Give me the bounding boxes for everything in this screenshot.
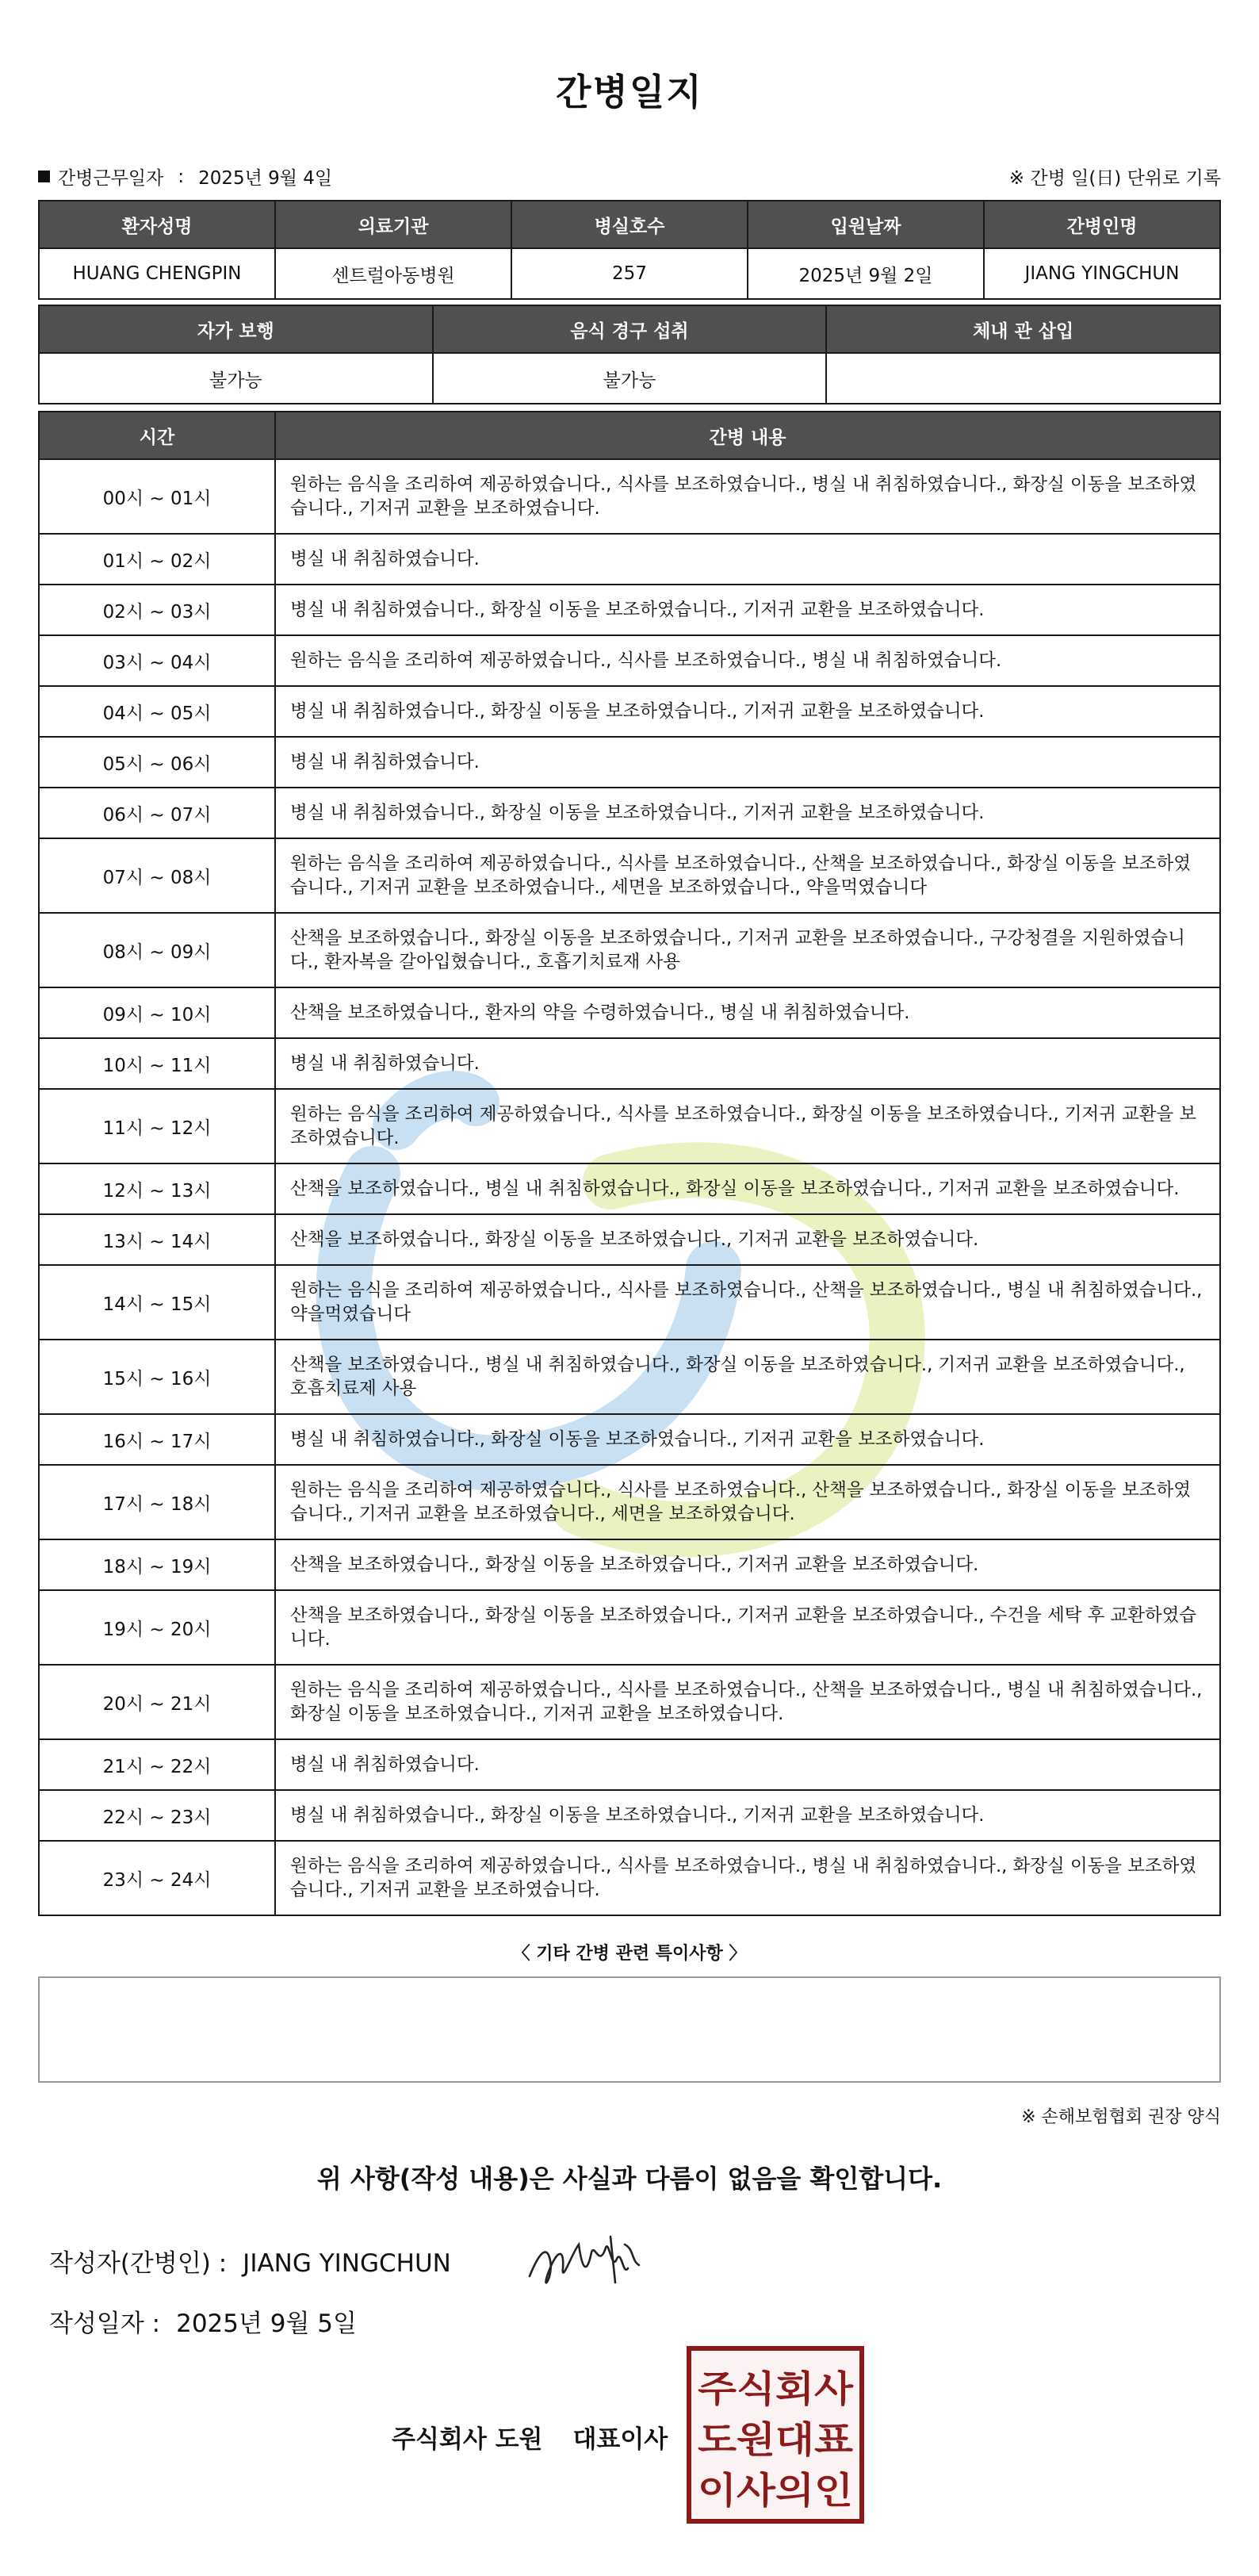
company-representative: 대표이사 (572, 2425, 668, 2454)
row-content: 병실 내 취침하였습니다. (275, 737, 1220, 788)
row-time: 10시 ~ 11시 (39, 1038, 275, 1089)
writer-line (49, 2243, 451, 2279)
patient-status-table (38, 305, 1221, 404)
bullet-square-icon (38, 171, 50, 182)
company-line (392, 2419, 668, 2455)
header-care-content: 간병 내용 (275, 412, 1220, 459)
row-time: 16시 ~ 17시 (39, 1414, 275, 1465)
row-time: 19시 ~ 20시 (39, 1590, 275, 1665)
row-time: 21시 ~ 22시 (39, 1739, 275, 1790)
header-tube-insertion: 체내 관 삽입 (826, 305, 1220, 353)
recommend-note: ※ 손해보험협회 권장 양식 (1021, 2107, 1221, 2127)
confirmation-statement: 위 사항(작성 내용)은 사실과 다름이 없음을 확인합니다. (316, 2164, 943, 2194)
work-date-label: 간병근무일자 (58, 168, 164, 189)
row-time: 22시 ~ 23시 (39, 1790, 275, 1841)
page-title: 간병일지 (556, 71, 703, 113)
table-row (39, 1340, 1220, 1414)
self-walking-value: 불가능 (39, 353, 433, 404)
row-content: 산책을 보조하였습니다., 병실 내 취침하였습니다., 화장실 이동을 보조하였습니다., 기저귀 교환을 보조하였습니다., 호흡치료제 사용 (275, 1340, 1220, 1414)
row-time: 00시 ~ 01시 (39, 459, 275, 534)
table-row (39, 788, 1220, 838)
work-date-separator: : (178, 166, 185, 187)
row-time: 04시 ~ 05시 (39, 686, 275, 737)
table-row (39, 635, 1220, 686)
header-caregiver-name: 간병인명 (984, 201, 1220, 248)
signature-image (523, 2221, 650, 2300)
table-row (39, 686, 1220, 737)
row-content: 병실 내 취침하였습니다., 화장실 이동을 보조하였습니다., 기저귀 교환을 보조하였습니다. (275, 585, 1220, 635)
row-time: 14시 ~ 15시 (39, 1265, 275, 1340)
row-content: 원하는 음식을 조리하여 제공하였습니다., 식사를 보조하였습니다., 병실 내 취침하였습니다., 화장실 이동을 보조하였습니다., 기저귀 교환을 보조하였습니다. (275, 1841, 1220, 1915)
row-content: 원하는 음식을 조리하여 제공하였습니다., 식사를 보조하였습니다., 산책을 보조하였습니다., 화장실 이동을 보조하였습니다., 기저귀 교환을 보조하였습니다., 세면을 보조하였습니다. (275, 1465, 1220, 1539)
tube-insertion-value (826, 353, 1220, 404)
table-row (39, 737, 1220, 788)
table-header-row (39, 305, 1220, 353)
header-admission-date: 입원날짜 (748, 201, 984, 248)
row-content: 병실 내 취침하였습니다., 화장실 이동을 보조하였습니다., 기저귀 교환을 보조하였습니다. (275, 788, 1220, 838)
table-row (39, 248, 1220, 299)
table-row (39, 838, 1220, 913)
table-row (39, 1038, 1220, 1089)
writer-label: 작성자(간병인) : (49, 2249, 228, 2278)
caregiver-name: JIANG YINGCHUN (984, 248, 1220, 299)
patient-name: HUANG CHENGPIN (39, 248, 275, 299)
row-content: 산책을 보조하였습니다., 환자의 약을 수령하였습니다., 병실 내 취침하였습니다. (275, 987, 1220, 1038)
row-content: 산책을 보조하였습니다., 화장실 이동을 보조하였습니다., 기저귀 교환을 보조하였습니다., 구강청결을 지원하였습니다., 환자복을 갈아입혔습니다., 호흡기치료재 사용 (275, 913, 1220, 987)
work-date (38, 163, 332, 190)
row-content: 산책을 보조하였습니다., 화장실 이동을 보조하였습니다., 기저귀 교환을 보조하였습니다. (275, 1214, 1220, 1265)
table-row (39, 1739, 1220, 1790)
row-time: 11시 ~ 12시 (39, 1089, 275, 1163)
special-notes-title: 〈 기타 간병 관련 특이사항 〉 (512, 1944, 747, 1964)
work-date-value: 2025년 9월 4일 (198, 168, 333, 189)
row-content: 산책을 보조하였습니다., 화장실 이동을 보조하였습니다., 기저귀 교환을 보조하였습니다. (275, 1539, 1220, 1590)
row-content: 병실 내 취침하였습니다. (275, 534, 1220, 585)
table-row (39, 1790, 1220, 1841)
row-content: 병실 내 취침하였습니다. (275, 1739, 1220, 1790)
admission-date: 2025년 9월 2일 (748, 248, 984, 299)
table-row (39, 353, 1220, 404)
writer-name: JIANG YINGCHUN (243, 2249, 451, 2278)
table-row (39, 1841, 1220, 1915)
table-row (39, 1539, 1220, 1590)
row-content: 원하는 음식을 조리하여 제공하였습니다., 식사를 보조하였습니다., 화장실 이동을 보조하였습니다., 기저귀 교환을 보조하였습니다. (275, 1089, 1220, 1163)
header-patient-name: 환자성명 (39, 201, 275, 248)
row-time: 01시 ~ 02시 (39, 534, 275, 585)
header-time: 시간 (39, 412, 275, 459)
room-number: 257 (511, 248, 748, 299)
special-notes-box (38, 1976, 1221, 2083)
header-hospital: 의료기관 (275, 201, 511, 248)
table-row (39, 534, 1220, 585)
table-row (39, 1590, 1220, 1665)
table-row (39, 913, 1220, 987)
row-time: 09시 ~ 10시 (39, 987, 275, 1038)
row-time: 12시 ~ 13시 (39, 1163, 275, 1214)
row-content: 산책을 보조하였습니다., 병실 내 취침하였습니다., 화장실 이동을 보조하였습니다., 기저귀 교환을 보조하였습니다. (275, 1163, 1220, 1214)
row-content: 병실 내 취침하였습니다. (275, 1038, 1220, 1089)
table-row (39, 459, 1220, 534)
row-time: 15시 ~ 16시 (39, 1340, 275, 1414)
svg-text:주식회사: 주식회사 (698, 2367, 854, 2410)
oral-intake-value: 불가능 (433, 353, 827, 404)
header-self-walking: 자가 보행 (39, 305, 433, 353)
row-content: 원하는 음식을 조리하여 제공하였습니다., 식사를 보조하였습니다., 산책을 보조하였습니다., 화장실 이동을 보조하였습니다., 기저귀 교환을 보조하였습니다., 세면을 보조하였습니다., 약을먹였습니다 (275, 838, 1220, 913)
row-content: 병실 내 취침하였습니다., 화장실 이동을 보조하였습니다., 기저귀 교환을 보조하였습니다. (275, 1790, 1220, 1841)
row-content: 병실 내 취침하였습니다., 화장실 이동을 보조하였습니다., 기저귀 교환을 보조하였습니다. (275, 1414, 1220, 1465)
row-time: 23시 ~ 24시 (39, 1841, 275, 1915)
table-row (39, 1163, 1220, 1214)
hospital: 센트럴아동병원 (275, 248, 511, 299)
row-content: 원하는 음식을 조리하여 제공하였습니다., 식사를 보조하였습니다., 병실 내 취침하였습니다. (275, 635, 1220, 686)
patient-info-table (38, 200, 1221, 300)
row-content: 원하는 음식을 조리하여 제공하였습니다., 식사를 보조하였습니다., 병실 내 취침하였습니다., 화장실 이동을 보조하였습니다., 기저귀 교환을 보조하였습니다. (275, 459, 1220, 534)
written-date-label: 작성일자 : (49, 2310, 161, 2338)
row-time: 07시 ~ 08시 (39, 838, 275, 913)
row-time: 03시 ~ 04시 (39, 635, 275, 686)
table-header-row (39, 201, 1220, 248)
care-log-table (38, 411, 1221, 1916)
row-content: 원하는 음식을 조리하여 제공하였습니다., 식사를 보조하였습니다., 산책을 보조하였습니다., 병실 내 취침하였습니다., 약을먹였습니다 (275, 1265, 1220, 1340)
row-content: 병실 내 취침하였습니다., 화장실 이동을 보조하였습니다., 기저귀 교환을 보조하였습니다. (275, 686, 1220, 737)
table-row (39, 1265, 1220, 1340)
written-date-value: 2025년 9월 5일 (176, 2310, 357, 2338)
row-content: 원하는 음식을 조리하여 제공하였습니다., 식사를 보조하였습니다., 산책을 보조하였습니다., 병실 내 취침하였습니다., 화장실 이동을 보조하였습니다., 기저귀 교환을 보조하였습니다. (275, 1665, 1220, 1739)
row-time: 13시 ~ 14시 (39, 1214, 275, 1265)
row-time: 02시 ~ 03시 (39, 585, 275, 635)
svg-text:이사의인: 이사의인 (698, 2469, 853, 2512)
header-oral-intake: 음식 경구 섭취 (433, 305, 827, 353)
row-time: 06시 ~ 07시 (39, 788, 275, 838)
svg-text:도원대표: 도원대표 (698, 2418, 854, 2461)
table-row (39, 1665, 1220, 1739)
row-content: 산책을 보조하였습니다., 화장실 이동을 보조하였습니다., 기저귀 교환을 보조하였습니다., 수건을 세탁 후 교환하였습니다. (275, 1590, 1220, 1665)
table-row (39, 987, 1220, 1038)
table-row (39, 1214, 1220, 1265)
company-name: 주식회사 도원 (392, 2425, 543, 2454)
row-time: 18시 ~ 19시 (39, 1539, 275, 1590)
row-time: 20시 ~ 21시 (39, 1665, 275, 1739)
written-date-line (49, 2303, 357, 2339)
header-room-number: 병실호수 (511, 201, 748, 248)
table-row (39, 585, 1220, 635)
table-header-row (39, 412, 1220, 459)
row-time: 17시 ~ 18시 (39, 1465, 275, 1539)
row-time: 05시 ~ 06시 (39, 737, 275, 788)
row-time: 08시 ~ 09시 (39, 913, 275, 987)
record-unit-note: ※ 간병 일(日) 단위로 기록 (1008, 168, 1221, 189)
company-seal-stamp (687, 2346, 864, 2524)
table-row (39, 1089, 1220, 1163)
table-row (39, 1465, 1220, 1539)
meta-row (38, 159, 1221, 190)
table-row (39, 1414, 1220, 1465)
